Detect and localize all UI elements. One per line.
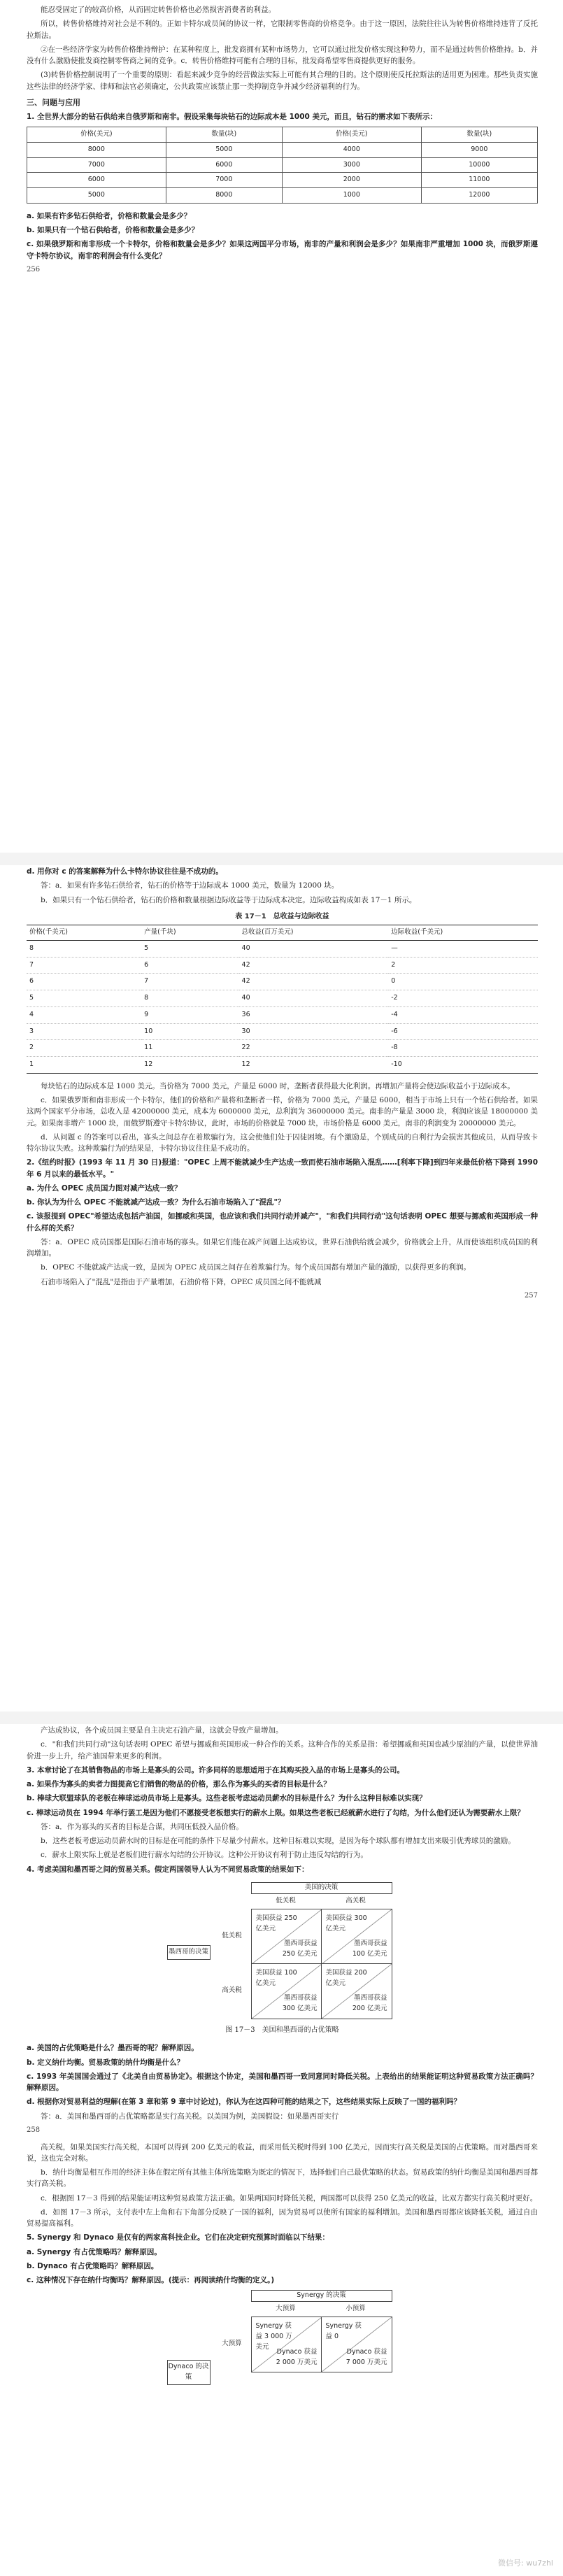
table-header-cell: 边际收益(千美元) (388, 925, 538, 941)
table-cell: 8000 (166, 188, 282, 204)
payoff-upper: 美国获益 300 亿美元 (325, 1914, 367, 1933)
table-cell: 1 (27, 1057, 141, 1074)
payoff-cell (251, 2317, 322, 2372)
table-cell: 2000 (282, 173, 421, 188)
paragraph: 所以，转售价格维持对社会是不利的。正如卡特尔成员间的协议一样，它限制零售商的价格竞争。由于这一原因，法院往往认为转售价格维持违背了反托拉斯法。 (27, 20, 538, 40)
table-cell: 6 (141, 957, 238, 974)
question-3b: b. 棒球大联盟球队的老板在棒球运动员市场上是寡头。这些老板考虑运动员薪水的目标是什么？为什么这种目标难以实现？ (27, 1794, 427, 1803)
table-cell: 11 (141, 1040, 238, 1057)
answer-3a: 答：a．作为寡头的买者的目标是合谋，共同压低投入品价格。 (41, 1822, 243, 1831)
table-cell: 9000 (421, 142, 537, 157)
answer-4a: 答：a．美国和墨西哥的占优策略都是实行高关税。以美国为例，美国假设：如果墨西哥实行 (41, 2112, 339, 2121)
answer-4b: b．纳什均衡是相互作用的经济主体在假定所有其他主体所选策略为既定的情况下，选择他们自己最优策略的状态。贸易政策的纳什均衡是美国和墨西哥都实行高关税。 (27, 2168, 538, 2189)
table-row (27, 1006, 538, 1023)
col-small-budget: 小预算 (345, 2305, 366, 2313)
table-cell: 42 (239, 974, 389, 990)
table-row (27, 974, 538, 990)
table-cell: 8 (141, 990, 238, 1007)
payoff-lower: 墨西哥获益 200 亿美元 (352, 1994, 387, 2013)
answer-2b: b．OPEC 不能就减产达成一致，是因为 OPEC 成员国之间存在着欺骗行为。每个成员国都有增加产量的激励，以获得更多的利润。 (41, 1263, 471, 1272)
question-3: 3. 本章讨论了在其销售物品的市场上是寡头的公司。许多同样的思想适用于在其购买投入品的市场上是寡头的公司。 (27, 1765, 404, 1774)
table-header-cell: 总收益(百万美元) (239, 925, 389, 941)
answer-1a: 答：a．如果有许多钻石供给者，钻石的价格等于边际成本 1000 美元，数量为 12000 块。 (41, 881, 339, 890)
table-header-cell: 价格(美元) (27, 127, 166, 143)
paragraph: 能忍受固定了的较高价格，从而固定转售价格也必然损害消费者的利益。 (41, 6, 276, 14)
payoff-lower: Dynaco 获益 7 000 万美元 (345, 2348, 387, 2366)
question-4b: b. 定义纳什均衡。贸易政策的纳什均衡是什么？ (27, 2058, 185, 2067)
synergy-decision-label: Synergy 的决策 (251, 2290, 392, 2302)
question-5a: a. Synergy 有占优策略吗？解释原因。 (27, 2247, 162, 2256)
table-caption: 表 17－1 总收益与边际收益 (235, 912, 329, 920)
table-cell: -10 (388, 1057, 538, 1074)
question-3a: a. 如果作为寡头的卖者力图提高它们销售的物品的价格，那么作为寡头的买者的目标是什么？ (27, 1780, 331, 1789)
answer-1c: c．如果俄罗斯和南非形成一个卡特尔，他们的价格和产量将和垄断者一样，价格为 7000 美元，产量是 6000，相当于市场上只有一个钻石供给者。如果这两个国家平分市场，总收入是 42000000 美元，成本为 6000000 美元，总利润为 36000000 美元。南非的产量是 3000 块，利润应该是 18000000 美元。如果南非增产 1000 块，而俄罗斯遵守卡特尔协议，此时，市场的价格就是 7000 块，市场价格是 6000 美元，南非的利润变为 20000000 美元。 (27, 1096, 538, 1127)
payoff-upper: Synergy 获益 0 (325, 2322, 362, 2341)
payoff-cell (321, 1909, 392, 1965)
paragraph: 产达成协议，各个成员国主要是自主决定石油产量，这就会导致产量增加。 (41, 1726, 283, 1735)
page-number: 257 (524, 1292, 538, 1300)
revenue-table (27, 925, 538, 1073)
table-row (27, 173, 538, 188)
dynaco-decision-label: Dynaco 的决策 (167, 2360, 211, 2384)
page-number: 256 (27, 265, 41, 273)
mexico-decision-label: 墨西哥的决策 (167, 1945, 211, 1960)
demand-table (27, 127, 538, 204)
table-cell: 6000 (166, 157, 282, 173)
table-cell: 4000 (282, 142, 421, 157)
table-cell: 9 (141, 1006, 238, 1023)
table-cell: 2 (27, 1040, 141, 1057)
payoff-cell (251, 1909, 322, 1965)
table-cell: 8 (27, 941, 141, 958)
payoff-upper: 美国获益 100 亿美元 (255, 1968, 297, 1987)
table-row (27, 957, 538, 974)
table-row (27, 1057, 538, 1074)
table-row (27, 1040, 538, 1057)
us-decision-label: 美国的决策 (251, 1882, 392, 1894)
payoff-upper: Synergy 获益 3 000 万美元 (255, 2322, 292, 2351)
figure-caption: 图 17－3 美国和墨西哥的占优策略 (225, 2026, 339, 2034)
answer-3c: c．薪水上限实际上就是老板们进行薪水勾结的公开协议。这种公开协议有利于防止违反勾结的行为。 (41, 1851, 368, 1860)
answer-4d: d．如图 17－3 所示，支付表中左上角和右下角部分反映了一国的福利，因为贸易可以使所有国家的福利增加。美国和墨西哥都应该降低关税，通过自由贸易提高福利。 (27, 2207, 538, 2228)
table-header-cell: 价格(千美元) (27, 925, 141, 941)
question-2c: c. 该报提到 OPEC"希望达成包括产油国，如挪威和英国，也应该和我们共同行动并减产"，"和我们共同行动"这句话表明 OPEC 想要与挪威和英国形成一种什么样的关系？ (27, 1212, 538, 1232)
payoff-lower: 墨西哥获益 250 亿美元 (282, 1940, 318, 1958)
table-row (27, 990, 538, 1007)
page-256 (0, 0, 563, 859)
table-cell: 10000 (421, 157, 537, 173)
table-cell: -2 (388, 990, 538, 1007)
table-cell: 7 (27, 957, 141, 974)
col-low-tariff: 低关税 (276, 1896, 296, 1905)
table-cell: 6000 (27, 173, 166, 188)
question-4a: a. 美国的占优策略是什么？墨西哥的呢？解释原因。 (27, 2044, 199, 2053)
table-cell: 7000 (27, 157, 166, 173)
table-cell: 0 (388, 974, 538, 990)
table-header-cell: 价格(美元) (282, 127, 421, 143)
payoff-cell (251, 1963, 322, 2019)
table-cell: 4 (27, 1006, 141, 1023)
table-row (27, 188, 538, 204)
question-4: 4. 考虑美国和墨西哥之间的贸易关系。假定两国领导人认为不同贸易政策的结果如下： (27, 1865, 309, 1874)
question-2b: b. 你认为为什么 OPEC 不能就减产达成一致？为什么石油市场陷入了"混乱"？ (27, 1198, 285, 1207)
question-5b: b. Dynaco 有占优策略吗？解释原因。 (27, 2261, 159, 2270)
col-high-tariff: 高关税 (345, 1896, 366, 1905)
table-cell: 40 (239, 941, 389, 958)
answer-2c: c．"和我们共同行动"这句话表明 OPEC 希望与挪威和英国形成一种合作的关系。这种合作的关系是指：希望挪威和英国也减少原油的产量，以使世界油价进一步上升，给产油国带来更多的利润。 (27, 1740, 538, 1760)
table-cell: -4 (388, 1006, 538, 1023)
paragraph: ②在一些经济学家为转售价格维持辩护：在某种程度上，批发商拥有某种市场势力，它可以通过批发价格实现这种势力，而不是通过转售价格维持。b．并没有什么激励使批发商控制零售商之间的竞争。c．转售价格维持可能有合理的目标，批发商希望零售商提供更好的服务。 (27, 45, 538, 66)
paragraph: 高关税，如果美国实行高关税，本国可以得到 200 亿美元的收益，而采用低关税时得到 100 亿美元，因而实行高关税是美国的占优策略。而对墨西哥来说，这也完全对称。 (27, 2142, 538, 2163)
table-cell: 12000 (421, 188, 537, 204)
question-1a: a. 如果有许多钻石供给者，价格和数量会是多少？ (27, 211, 192, 220)
question-2: 2.《纽约时报》(1993 年 11 月 30 日)报道："OPEC 上周不能就减少生产达成一致而使石油市场陷入混乱……[利率下降]到四年来最低价格下降到 1990 年 6 月以来的最低水平。" (27, 1158, 538, 1179)
table-row (27, 142, 538, 157)
table-cell: 42 (239, 957, 389, 974)
paragraph: 每块钻石的边际成本是 1000 美元。当价格为 7000 美元，产量是 6000 时，垄断者获得最大化利润。再增加产量将会使边际收益小于边际成本。 (41, 1081, 515, 1090)
answer-3b: b．这些老板考虑运动员薪水时的目标是在可能的条件下尽量少付薪水。这种目标难以实现，是因为每个球队都有增加支出来吸引优秀球员的激励。 (41, 1837, 515, 1846)
question-1d: d. 用你对 c 的答案解释为什么卡特尔协议往往是不成功的。 (27, 867, 223, 876)
payoff-upper: 美国获益 250 亿美元 (255, 1914, 297, 1933)
question-1c: c. 如果俄罗斯和南非形成一个卡特尔，价格和数量会是多少？如果这两国平分市场，南非的产量和利润会是多少？如果南非严重增加 1000 块，而俄罗斯遵守卡特尔协议，南非的利润会有什么变化？ (27, 240, 538, 260)
payoff-matrix-us-mexico (167, 1882, 398, 2022)
watermark: 微信号: wu7zhl (498, 2558, 553, 2568)
table-cell: 11000 (421, 173, 537, 188)
table-cell: -6 (388, 1023, 538, 1040)
payoff-cell (321, 2317, 392, 2372)
question-3c: c. 棒球运动员在 1994 年举行罢工是因为他们不愿接受老板想实行的薪水上限。如果这些老板已经就薪水进行了勾结，为什么他们还认为需要薪水上限？ (27, 1808, 525, 1817)
table-cell: 12 (239, 1057, 389, 1074)
section-title: 三、问题与应用 (27, 97, 80, 107)
table-cell: — (388, 941, 538, 958)
table-cell: 5 (27, 990, 141, 1007)
payoff-lower: 墨西哥获益 100 亿美元 (352, 1940, 387, 1958)
question-5: 5. Synergy 和 Dynaco 是仅有的两家高科技企业。它们在决定研究预算时面临以下结果： (27, 2233, 330, 2242)
col-large-budget: 大预算 (276, 2305, 296, 2313)
table-cell: 3000 (282, 157, 421, 173)
table-cell: 12 (141, 1057, 238, 1074)
question-4d: d. 根据你对贸易利益的理解(在第 3 章和第 9 章中讨论过)，你认为在这四种可能的结果之下，这些结果实际上反映了一国的福利吗？ (27, 2098, 461, 2107)
table-cell: 3 (27, 1023, 141, 1040)
answer-1b: b．如果只有一个钻石供给者，钻石的价格和数量根据边际收益等于边际成本决定。边际收益构成如表 17－1 所示。 (41, 895, 417, 904)
question-2a: a. 为什么 OPEC 成员国力图对减产达成一致？ (27, 1183, 182, 1193)
payoff-lower: 墨西哥获益 300 亿美元 (282, 1994, 318, 2013)
payoff-matrix-synergy-dynaco (167, 2290, 398, 2382)
table-row (27, 941, 538, 958)
table-cell: 2 (388, 957, 538, 974)
paragraph: (3)转售价格控制说明了一个重要的原则：看起来减少竞争的经营做法实际上可能有其合理的目的。这个原则使反托拉斯法的适用更为困难。那些负责实施这些法律的经济学家、律师和法官必须确定，公共政策应该禁止那一类抑制竞争并减少经济福利的行为。 (27, 71, 538, 91)
table-header-cell: 数量(块) (421, 127, 537, 143)
question-5c: c. 这种情况下存在纳什均衡吗？解释原因。(提示：再阅读纳什均衡的定义。) (27, 2276, 275, 2285)
table-cell: -8 (388, 1040, 538, 1057)
table-cell: 7000 (166, 173, 282, 188)
table-header-cell: 产量(千块) (141, 925, 238, 941)
payoff-lower: Dynaco 获益 2 000 万美元 (276, 2348, 318, 2366)
answer-2a: 答：a．OPEC 成员国都是国际石油市场的寡头。如果它们能在减产问题上达成协议，世界石油供给就会减少，价格就会上升，从而使该组织成员国的利润增加。 (27, 1237, 538, 1258)
table-cell: 36 (239, 1006, 389, 1023)
row-high-tariff: 高关税 (222, 1986, 242, 1994)
table-cell: 5000 (27, 188, 166, 204)
table-cell: 7 (141, 974, 238, 990)
answer-4c: c．根据图 17－3 得到的结果能证明这种贸易政策方法正确。如果两国同时降低关税，两国都可以获得 250 亿美元的收益，比双方都实行高关税时更好。 (41, 2193, 538, 2203)
table-row (27, 157, 538, 173)
page-number: 258 (27, 2126, 41, 2135)
table-cell: 5000 (166, 142, 282, 157)
payoff-upper: 美国获益 200 亿美元 (325, 1968, 367, 1987)
table-cell: 8000 (27, 142, 166, 157)
table-cell: 22 (239, 1040, 389, 1057)
table-cell: 1000 (282, 188, 421, 204)
table-header-cell: 数量(块) (166, 127, 282, 143)
answer-1d: d．从问题 c 的答案可以看出，寡头之间总存在着欺骗行为，这会使他们处于囚徒困境。有个激励是，个别成员的自利行为会损害其他成员，从而导致卡特尔协议失败。这种欺骗行为的结果是，卡特尔协议往往是不成功的。 (27, 1132, 538, 1153)
question-1: 1. 全世界大部分的钻石供给来自俄罗斯和南非。假设采集每块钻石的边际成本是 1000 美元，而且，钻石的需求如下表所示： (27, 112, 437, 121)
payoff-cell (321, 1963, 392, 2019)
table-cell: 10 (141, 1023, 238, 1040)
question-1b: b. 如果只有一个钻石供给者，价格和数量会是多少？ (27, 226, 199, 235)
page-258 (0, 1718, 563, 2576)
row-low-tariff: 低关税 (222, 1931, 242, 1940)
table-cell: 6 (27, 974, 141, 990)
table-cell: 30 (239, 1023, 389, 1040)
table-cell: 5 (141, 941, 238, 958)
paragraph: 石油市场陷入了"混乱"是指由于产量增加，石油价格下降，OPEC 成员国之间不能就减 (41, 1277, 322, 1286)
table-cell: 40 (239, 990, 389, 1007)
question-4c: c. 1993 年美国国会通过了《北美自由贸易协定》。根据这个协定，美国和墨西哥一致同意同时降低关税。上表给出的结果能证明这种贸易政策方法正确吗？解释原因。 (27, 2072, 538, 2093)
page-257 (0, 859, 563, 1718)
row-large-budget: 大预算 (222, 2340, 242, 2348)
table-row (27, 1023, 538, 1040)
